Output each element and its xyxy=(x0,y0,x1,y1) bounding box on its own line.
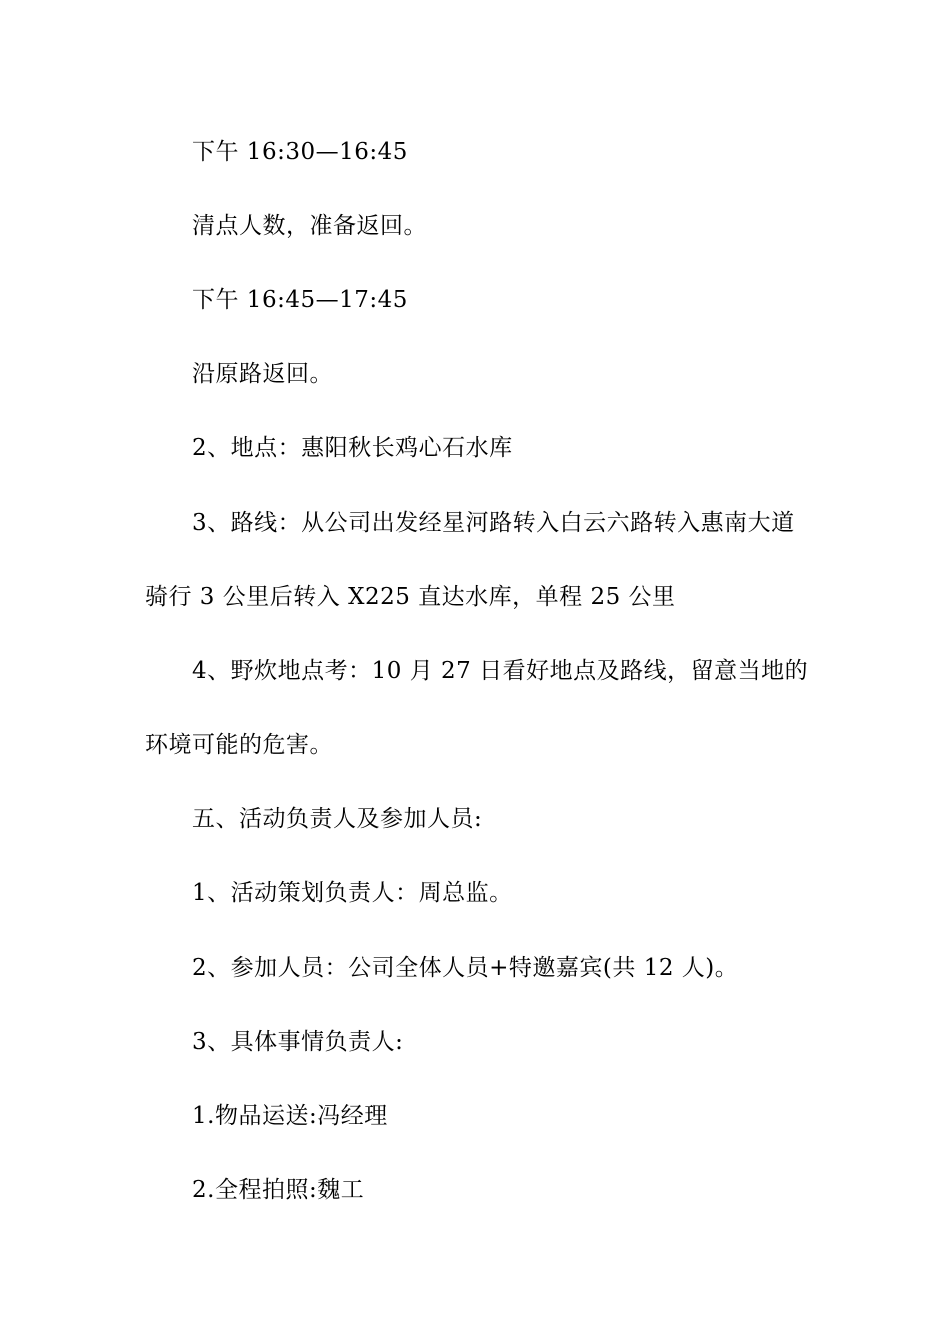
schedule-activity-2: 沿原路返回。 xyxy=(192,361,333,387)
picnic-line-1: 4、野炊地点考：10 月 27 日看好地点及路线，留意当地的 xyxy=(192,658,809,684)
section-heading-five: 五、活动负责人及参加人员: xyxy=(192,806,483,832)
route-line-1: 3、路线：从公司出发经星河路转入白云六路转入惠南大道 xyxy=(192,510,795,536)
schedule-time-2: 下午 16:45—17:45 xyxy=(192,287,408,313)
participants-line: 2、参加人员：公司全体人员+特邀嘉宾(共 12 人)。 xyxy=(192,955,739,981)
location-line: 2、地点：惠阳秋长鸡心石水库 xyxy=(192,435,513,461)
planner-line: 1、活动策划负责人：周总监。 xyxy=(192,880,513,906)
picnic-line-2: 环境可能的危害。 xyxy=(145,732,333,758)
schedule-activity-1: 清点人数，准备返回。 xyxy=(192,213,427,239)
schedule-time-1: 下午 16:30—16:45 xyxy=(192,139,408,165)
responsible-item-2: 2.全程拍照:魏工 xyxy=(192,1177,365,1203)
route-line-2: 骑行 3 公里后转入 X225 直达水库，单程 25 公里 xyxy=(145,584,676,610)
responsible-heading: 3、具体事情负责人: xyxy=(192,1029,404,1055)
responsible-item-1: 1.物品运送:冯经理 xyxy=(192,1103,388,1129)
